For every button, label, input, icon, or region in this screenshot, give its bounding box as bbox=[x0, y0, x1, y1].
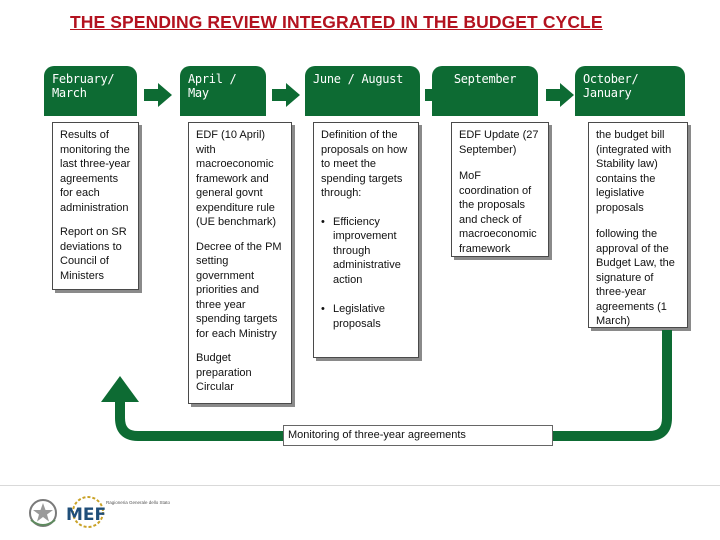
box-text: following the approval of the Budget Law, the signature of three-year agreements (1 March) bbox=[596, 228, 675, 327]
box-text: EDF (10 April) with macroeconomic framework and general govnt expenditure rule (UE benchmark) bbox=[196, 129, 277, 228]
header-label: February/ March bbox=[52, 72, 115, 100]
monitoring-label-box bbox=[283, 425, 553, 446]
bullet-text: Efficiency improvement through administrative action bbox=[333, 215, 401, 286]
bullet-dot: • bbox=[321, 303, 325, 315]
box-text: EDF Update (27 September) bbox=[459, 129, 539, 156]
box-text: Report on SR deviations to Council of Ministers bbox=[60, 226, 127, 282]
arrow-up-icon bbox=[101, 376, 139, 402]
mef-logo-icon bbox=[64, 494, 171, 532]
box-text: Budget preparation Circular bbox=[196, 352, 252, 393]
republic-emblem-icon bbox=[26, 496, 60, 530]
header-label: June / August bbox=[313, 72, 404, 86]
box-text: Decree of the PM setting government priorities and three year spending targets for each Ministry bbox=[196, 240, 282, 340]
box-text: Definition of the proposals on how to meet the spending targets through: bbox=[321, 129, 408, 199]
header-label: September bbox=[453, 72, 517, 86]
diagram-title: THE SPENDING REVIEW INTEGRATED IN THE BUDGET CYCLE bbox=[70, 12, 603, 32]
header-label: April / May bbox=[188, 72, 237, 100]
footer-divider bbox=[0, 485, 720, 486]
logo-subtext: Ragioneria Generale dello Stato bbox=[106, 500, 171, 505]
logo-text: MEF bbox=[66, 505, 107, 525]
bullet-text: Legislative proposals bbox=[333, 303, 385, 330]
mef-logo bbox=[64, 494, 171, 532]
box-text: Results of monitoring the last three-year agreements for each administration bbox=[60, 129, 131, 214]
box-text: the budget bill (integrated with Stability law) contains the legislative proposals bbox=[596, 129, 672, 214]
box-text: MoF coordination of the proposals and check of macroeconomic framework bbox=[459, 170, 537, 255]
bullet-dot: • bbox=[321, 215, 325, 228]
header-label: October/ January bbox=[583, 72, 639, 100]
monitoring-label: Monitoring of three-year agreements bbox=[288, 429, 466, 441]
